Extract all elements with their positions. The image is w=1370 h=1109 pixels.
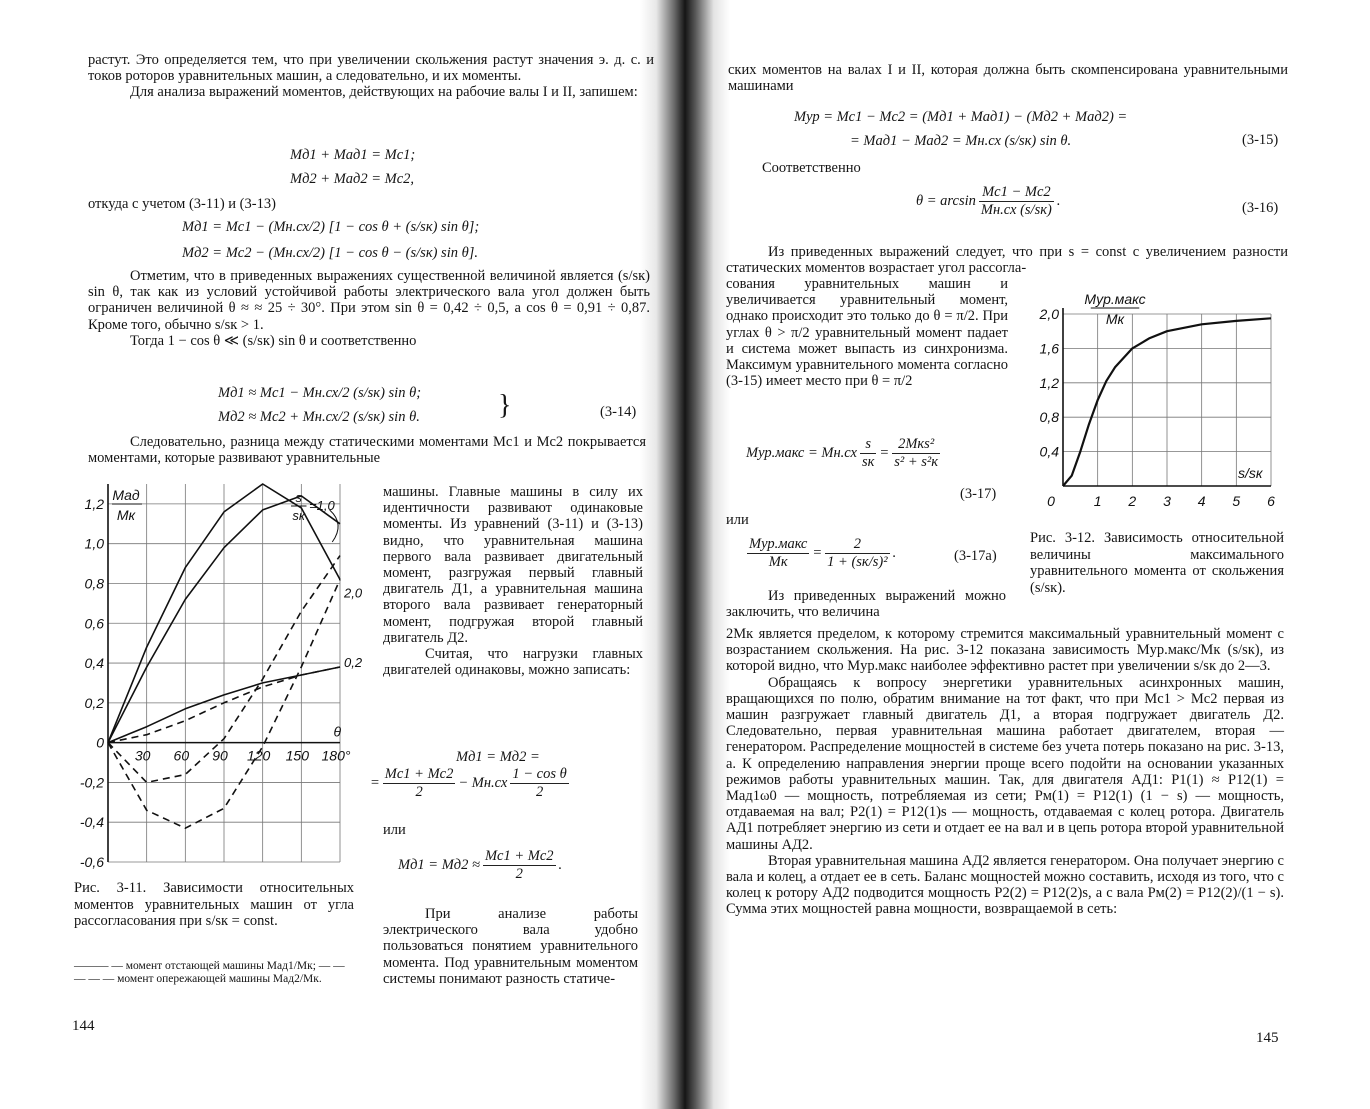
y-axis-label-den: Mк xyxy=(1105,311,1125,327)
x-tick-label: 6 xyxy=(1267,493,1275,509)
right-page-number: 145 xyxy=(1256,1030,1279,1046)
right-eq-3-eq: = xyxy=(879,444,890,461)
right-text-2 xyxy=(762,160,1062,176)
right-eq-2-num: Mс1 − Mс2 xyxy=(979,184,1054,202)
x-tick-label: 120 xyxy=(246,747,271,764)
right-eq-4-dot: . xyxy=(892,544,897,561)
left-eq-4b-den1: 2 xyxy=(415,784,423,800)
left-eq-brace: } xyxy=(498,390,512,421)
left-eq-5-den: 2 xyxy=(515,866,523,882)
right-figure-caption: Рис. 3-12. Зависимость относительной величины максимального уравнительного момента от скольжения (s/sк). xyxy=(1030,530,1284,596)
right-eq-2 xyxy=(916,184,1060,219)
left-paragraph-4: Отметим, что в приведенных выражениях существенной величиной является (s/sк) sin θ, так как из условий устойчивой работы электрического вала угол должен быть ограничен величиной θ ≈ ≈ 25 ÷ 30°. При этом sin θ = 0,42 ÷ 0,5, а cos θ = 0,91 ÷ 0,87. Кроме того, обычно s/sк > 1. xyxy=(88,268,650,333)
x-tick-label: 4 xyxy=(1197,493,1206,509)
right-eq-3-f1n: s xyxy=(860,436,876,454)
x-tick-label: 60 xyxy=(173,747,190,764)
curve-label-02: 0,2 xyxy=(344,655,363,671)
left-paragraph-8: Считая, что нагрузки главных двигателей одинаковы, можно записать: xyxy=(383,646,643,679)
y-tick-label: 0,8 xyxy=(84,575,104,592)
left-eq-5-num: Mс1 + Mс2 xyxy=(484,848,554,864)
right-eq-2-number: (3-16) xyxy=(1242,200,1279,216)
chart-fig-3-11 xyxy=(50,476,370,872)
y-tick-label: 0,2 xyxy=(84,694,104,711)
right-eq-4-f1d: Mк xyxy=(768,554,788,570)
right-paragraph-4: сования уравнительных машин и увеличивается уравнительный момент, однако происходит это только до θ = π/2. При углах θ > π/2 уравнительный момент падает и система может выпасть из синхронизма. Максимум уравнительного момента согласно (3-15) имеет место при θ = π/2 xyxy=(726,276,1008,390)
left-text-3 xyxy=(88,196,648,212)
y-tick-label: 2,0 xyxy=(1039,306,1059,322)
left-paragraph-6: Следовательно, разница между статическими моментами Mс1 и Mс2 покрывается моментами, которые развивают уравнительные xyxy=(88,434,646,467)
left-paragraph-7: машины. Главные машины в силу их идентичности развивают одинаковые моменты. Из уравнений (3-11) и (3-13) видно, что уравнительная машина первого вала развивает двигательный момент, разгружая первый главный двигатель Д1, а уравнительная машина второго вала развивает генераторный момент, подгружая второй главный двигатель Д2. xyxy=(383,484,643,646)
right-eq-3-fraction-1 xyxy=(860,436,876,471)
right-eq-2-lhs: θ = arcsin xyxy=(916,192,976,209)
left-ili: или xyxy=(383,822,406,838)
right-text-4 xyxy=(726,276,1008,389)
right-eq-3-number: (3-17) xyxy=(960,486,997,502)
left-eq-2a: Mд1 = Mс1 − (Mн.сх/2) [1 − cos θ + (s/sк) sin θ]; xyxy=(182,219,480,235)
y-tick-label: 1,0 xyxy=(84,535,104,552)
left-eq-2b: Mд2 = Mс2 − (Mн.сх/2) [1 − cos θ − (s/sк) sin θ]. xyxy=(182,245,478,261)
left-eq-5-fraction xyxy=(483,848,556,883)
left-eq-4b xyxy=(370,766,572,801)
right-eq-1b: = Mад1 − Mад2 = Mн.сх (s/sк) sin θ. xyxy=(850,133,1072,149)
y-tick-label: 1,2 xyxy=(84,495,104,512)
right-text-5 xyxy=(726,588,1006,620)
left-eq-1b: Mд2 + Mад2 = Mс2, xyxy=(290,171,415,187)
right-eq-4-f1n: Mур.макс xyxy=(749,536,808,552)
x-tick-label: 3 xyxy=(1163,493,1171,509)
right-eq-1-number: (3-15) xyxy=(1242,132,1279,148)
right-eq-3 xyxy=(746,436,943,471)
x-tick-label: 2 xyxy=(1128,493,1137,509)
left-eq-4b-fraction-1 xyxy=(383,766,456,801)
right-paragraph-5: Из приведенных выражений можно заключить, что величина xyxy=(726,588,1006,621)
left-paragraph-1: растут. Это определяется тем, что при увеличении скольжения растут значения э. д. с. и токов роторов уравнительных машин, а следовательно, и их моменты. xyxy=(88,52,654,85)
y-tick-label: -0,6 xyxy=(79,854,104,870)
x-axis-label: θ xyxy=(333,723,342,740)
y-tick-label: -0,4 xyxy=(79,814,104,831)
right-eq-4-f2n: 2 xyxy=(825,536,889,554)
x-tick-label: 5 xyxy=(1232,493,1241,509)
left-footnote: ——— — момент отстающей машины Mад1/Mк; — — — — — момент опережающей машины Mад2/Mк. xyxy=(74,960,345,985)
right-eq-2-den: Mн.сх (s/sк) xyxy=(980,202,1052,218)
left-eq-4b-eq: = xyxy=(370,774,380,791)
left-eq-4a: Mд1 = Mд2 = xyxy=(456,749,540,765)
left-eq-3a: Mд1 ≈ Mс1 − Mн.сх/2 (s/sк) sin θ; xyxy=(218,385,422,401)
right-paragraph-8: Вторая уравнительная машина АД2 является генератором. Она получает энергию с вала и колец, а отдает ее в сеть. Баланс мощностей можно составить, исходя из того, что с колец к ротору АД2 подводится мощность P2(2) = P12(2)s, а с вала Pм(2) = P12(2)/(1 − s). Сумма этих мощностей равна мощности, возвращаемой в сеть: xyxy=(726,852,1284,918)
y-tick-label: 0,4 xyxy=(84,655,104,672)
right-text-top xyxy=(728,62,1288,94)
left-page-number: 144 xyxy=(72,1018,95,1034)
x-tick-label: 0 xyxy=(1047,493,1055,509)
left-eq-5-dot: . xyxy=(558,856,563,873)
x-axis-label: s/sк xyxy=(1237,465,1263,481)
chart-fig-3-12 xyxy=(1025,286,1285,522)
right-page xyxy=(700,0,1370,1109)
left-eq-4b-num2: 1 − cos θ xyxy=(512,766,567,782)
left-eq-3b: Mд2 ≈ Mс2 + Mн.сх/2 (s/sк) sin θ. xyxy=(218,409,420,425)
left-bottom-text xyxy=(383,906,638,987)
left-eq-4b-den2: 2 xyxy=(535,784,544,800)
right-eq-2-dot: . xyxy=(1056,192,1061,209)
y-tick-label: 0,4 xyxy=(1039,443,1059,460)
left-eq-1a: Mд1 + Mад1 = Mс1; xyxy=(290,147,416,163)
y-tick-label: 1,2 xyxy=(1039,374,1059,391)
x-tick-label: 180° xyxy=(321,747,351,764)
left-eq-4b-fraction-2 xyxy=(510,766,568,801)
right-eq-3-f1d: sк xyxy=(861,454,875,470)
right-text-3 xyxy=(726,244,1288,276)
right-eq-4-eq: = xyxy=(812,544,823,561)
y-axis-label-num: Mур.макс xyxy=(1084,291,1146,307)
left-figure-caption: Рис. 3-11. Зависимости относительных моментов уравнительных машин от угла рассогласования при s/sк = const. xyxy=(74,880,354,929)
right-eq-2-fraction xyxy=(979,184,1054,219)
right-text-6 xyxy=(726,626,1284,918)
right-eq-4-fraction-1 xyxy=(747,536,809,571)
y-axis-label-num: Mад xyxy=(112,487,140,503)
right-eq-3-fraction-2 xyxy=(892,436,940,471)
x-tick-label: 30 xyxy=(134,747,151,764)
y-tick-label: -0,2 xyxy=(79,774,104,791)
x-tick-label: 1 xyxy=(1093,493,1102,509)
right-paragraph-3: Из приведенных выражений следует, что при s = const с увеличением разности статических моментов возрастает угол рассогла- xyxy=(726,244,1288,277)
right-eq-4-fraction-2 xyxy=(825,536,889,571)
x-tick-label: 90 xyxy=(212,747,228,764)
right-paragraph-6: 2Mк является пределом, к которому стремится максимальный уравнительный момент с возрастанием скольжения. На рис. 3-12 показана зависимость Mур.макс/Mк (s/sк), из которой видно, что Mур.макс наиболее эффективно растет при увеличении s/sк до 2—3. xyxy=(726,626,1284,675)
right-paragraph-2: Соответственно xyxy=(762,160,861,176)
right-paragraph-7: Обращаясь к вопросу энергетики уравнительных асинхронных машин, вращающихся по полю, обратим внимание на тот факт, что при Mс1 > Mс2 первая из машин разгружает главный двигатель Д1, а вторая подгружает двигатель Д2. Следовательно, первая уравнительная машина работает двигателем, вторая — генератором. Распределение мощностей в системе без учета потерь показано на рис. 3-13, а. К определению направления энергии проще всего подойти на основании указанных режимов работы уравнительных машин. Так, для двигателя АД1: P1(1) ≈ P12(1) = Mад1ω0 — мощность, потребляемая из сети; Pм(1) = P12(1) (1 − s) — мощность, отдаваемая на вал; P2(1) = P12(1)s — мощность, отдаваемая с колец ротора. Двигатель АД1 потребляет энергию из сети и отдает ее на вал и в цепь ротора второй уравнительной машины АД2. xyxy=(726,674,1285,853)
left-text-top xyxy=(88,52,654,101)
left-paragraph-3: откуда с учетом (3-11) и (3-13) xyxy=(88,196,276,212)
left-eq-4b-num1: Mс1 + Mс2 xyxy=(384,766,454,782)
left-paragraph-5: Тогда 1 − cos θ ≪ (s/sк) sin θ и соответственно xyxy=(130,332,417,349)
annotation-arrow xyxy=(330,510,338,542)
right-eq-4-f2d: 1 + (sк/s)² xyxy=(827,554,888,570)
left-eq-5-lhs: Mд1 = Mд2 ≈ xyxy=(398,856,480,873)
left-page xyxy=(0,0,660,1109)
y-tick-label: 0 xyxy=(96,734,104,751)
annotation-den: sк xyxy=(292,508,306,523)
y-axis-label-den: Mк xyxy=(116,507,136,523)
right-eq-3-f2n: 2Mкs² xyxy=(892,436,940,454)
left-eq-5 xyxy=(398,848,562,883)
annotation-value: =1,0 xyxy=(309,498,335,513)
left-eq-4b-mid: − Mн.сх xyxy=(458,774,508,791)
y-tick-label: 1,6 xyxy=(1039,340,1059,357)
left-text-4 xyxy=(88,268,650,349)
annotation-num: s xyxy=(295,490,303,505)
x-tick-label: 150 xyxy=(285,747,310,764)
right-eq-4-number: (3-17a) xyxy=(954,548,997,564)
y-tick-label: 0,8 xyxy=(1039,409,1059,426)
left-paragraph-2: Для анализа выражений моментов, действующих на рабочие валы I и II, запишем: xyxy=(130,84,638,101)
curve-label-2: 2,0 xyxy=(344,585,363,601)
y-tick-label: 0,6 xyxy=(84,615,104,632)
right-ili: или xyxy=(726,512,749,528)
right-eq-4 xyxy=(744,536,896,571)
right-eq-3-f2d: s² + s²к xyxy=(894,454,939,470)
left-paragraph-9: При анализе работы электрического вала удобно пользоваться понятием уравнительного момента. Под уравнительным моментом системы понимают разность статиче- xyxy=(383,906,638,987)
left-text-6 xyxy=(88,434,646,466)
right-eq-3-lhs: Mур.макс = Mн.сх xyxy=(746,444,857,461)
left-eq-3-number: (3-14) xyxy=(600,404,637,420)
left-side-text xyxy=(383,484,643,678)
right-eq-1a: Mур = Mс1 − Mс2 = (Mд1 + Mад1) − (Mд2 + Mад2) = xyxy=(794,109,1128,125)
right-paragraph-1: ских моментов на валах I и II, которая должна быть скомпенсирована уравнительными машинами xyxy=(728,62,1288,95)
